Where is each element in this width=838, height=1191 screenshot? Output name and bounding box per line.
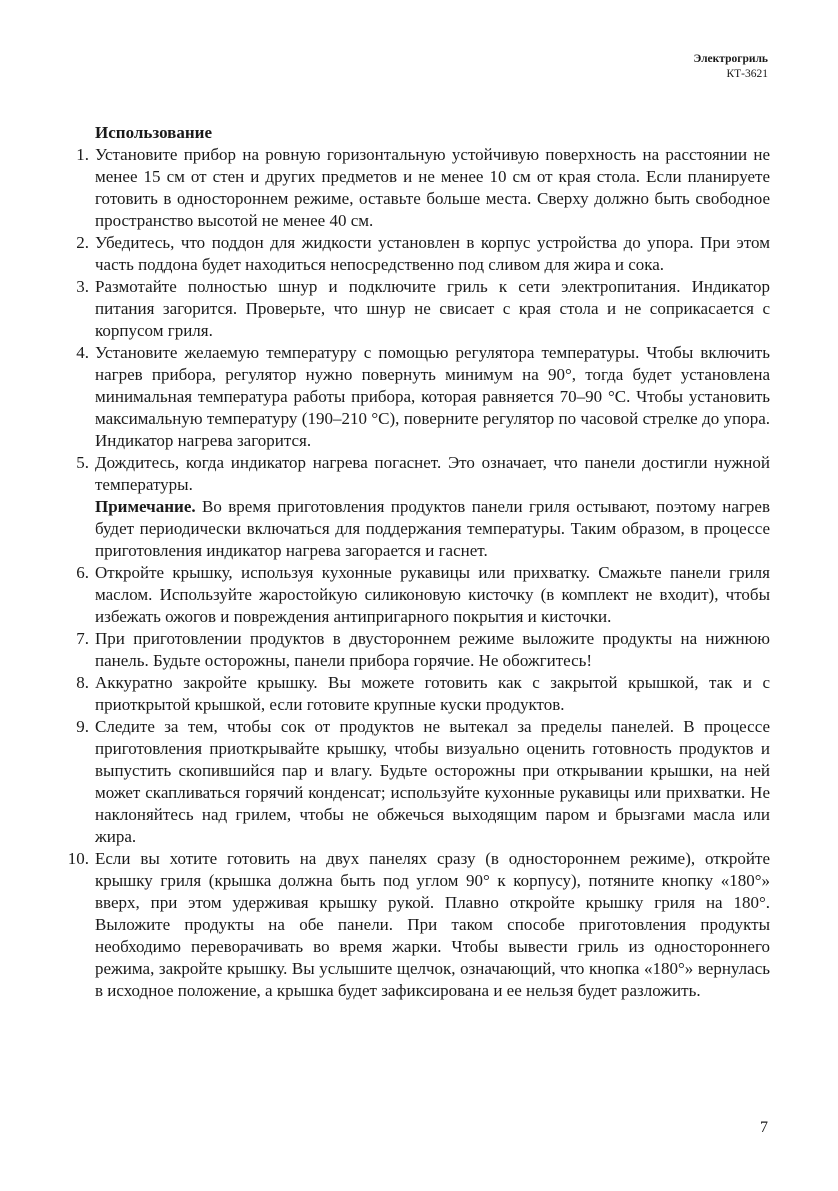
item-text: Если вы хотите готовить на двух панелях сразу (в одностороннем режиме), откройте крышку гриля (крышка должна быть под углом 90° к корпусу), потяните кнопку «180°» вверх, при этом удерживая крышку рукой. Плавно откройте крышку гриля на 180°. Выложите продукты на обе панели. При таком способе приготовления продукты необходимо переворачивать во время жарки. Чтобы вывести гриль из одностороннего режима, закройте крышку. Вы услышите щелчок, означающий, что кнопка «180°» вернулась в исходное положение, а крышка будет зафиксирована и ее нельзя будет разложить.: [95, 849, 770, 1000]
item-text: Убедитесь, что поддон для жидкости установлен в корпус устройства до упора. При этом часть поддона будет находиться непосредственно под сливом для жира и сока.: [95, 233, 770, 274]
item-text: Размотайте полностью шнур и подключите гриль к сети электропитания. Индикатор питания загорится. Проверьте, что шнур не свисает с края стола и не соприкасается с корпусом гриля.: [95, 277, 770, 340]
item-number: 5.: [76, 453, 89, 472]
list-item: [64, 716, 770, 848]
item-text: Следите за тем, чтобы сок от продуктов не вытекал за пределы панелей. В процессе приготовления приоткрывайте крышку, чтобы визуально оценить готовность продуктов и выпустить скопившийся пар и влагу. Будьте осторожны при открывании крышки, на ней может скапливаться горячий конденсат; используйте кухонные рукавицы или прихватки. Не наклоняйтесь над грилем, чтобы не обжечься выходящим паром и брызгами масла или жира.: [95, 717, 770, 846]
section-title: Использование: [95, 123, 212, 142]
item-number: 2.: [76, 233, 89, 252]
note-block: [64, 496, 770, 562]
list-item: [64, 144, 770, 232]
item-number: 10.: [67, 849, 89, 868]
item-number: 1.: [76, 145, 89, 164]
item-text: Установите желаемую температуру с помощью регулятора температуры. Чтобы включить нагрев прибора, регулятор нужно повернуть минимум на 90°, тогда будет установлена минимальная температура работы прибора, которая равняется 70–90 °C. Чтобы установить максимальную температуру (190–210 °C), поверните регулятор по часовой стрелке до упора. Индикатор нагрева загорится.: [95, 343, 770, 450]
item-text: При приготовлении продуктов в двустороннем режиме выложите продукты на нижнюю панель. Будьте осторожны, панели прибора горячие. Не обожгитесь!: [95, 629, 770, 670]
item-number: 3.: [76, 277, 89, 296]
page-content: [64, 122, 770, 1002]
item-text: Аккуратно закройте крышку. Вы можете готовить как с закрытой крышкой, так и с приоткрытой крышкой, если готовите крупные куски продуктов.: [95, 673, 770, 714]
list-item: [64, 672, 770, 716]
list-item: [64, 232, 770, 276]
note-label: Примечание.: [95, 497, 196, 516]
header-model-number: КТ-3621: [726, 68, 768, 80]
instruction-list: [64, 144, 770, 496]
list-item: [64, 562, 770, 628]
item-text: Установите прибор на ровную горизонтальную устойчивую поверхность на расстоянии не менее 15 см от стен и других предметов и не менее 10 см от края стола. Если планируете готовить в одностороннем режиме, оставьте больше места. Сверху должно быть свободное пространство высотой не менее 40 см.: [95, 145, 770, 230]
list-item: [64, 628, 770, 672]
list-item: [64, 342, 770, 452]
list-item: [64, 452, 770, 496]
item-number: 9.: [76, 717, 89, 736]
item-text: Дождитесь, когда индикатор нагрева погаснет. Это означает, что панели достигли нужной температуры.: [95, 453, 770, 494]
item-number: 6.: [76, 563, 89, 582]
note-text: Во время приготовления продуктов панели гриля остывают, поэтому нагрев будет периодически включаться для поддержания температуры. Таким образом, в процессе приготовления индикатор нагрева загорается и гаснет.: [95, 497, 770, 560]
item-text: Откройте крышку, используя кухонные рукавицы или прихватку. Смажьте панели гриля маслом. Используйте жаростойкую силиконовую кисточку (в комплект не входит), чтобы избежать ожогов и повреждения антипригарного покрытия и кисточки.: [95, 563, 770, 626]
item-number: 7.: [76, 629, 89, 648]
list-item: [64, 848, 770, 1002]
instruction-list-continued: [64, 562, 770, 1002]
header-product-name: Электрогриль: [693, 53, 768, 65]
page-header: [693, 52, 768, 82]
item-number: 8.: [76, 673, 89, 692]
page-number: 7: [760, 1119, 768, 1136]
list-item: [64, 276, 770, 342]
item-number: 4.: [76, 343, 89, 362]
